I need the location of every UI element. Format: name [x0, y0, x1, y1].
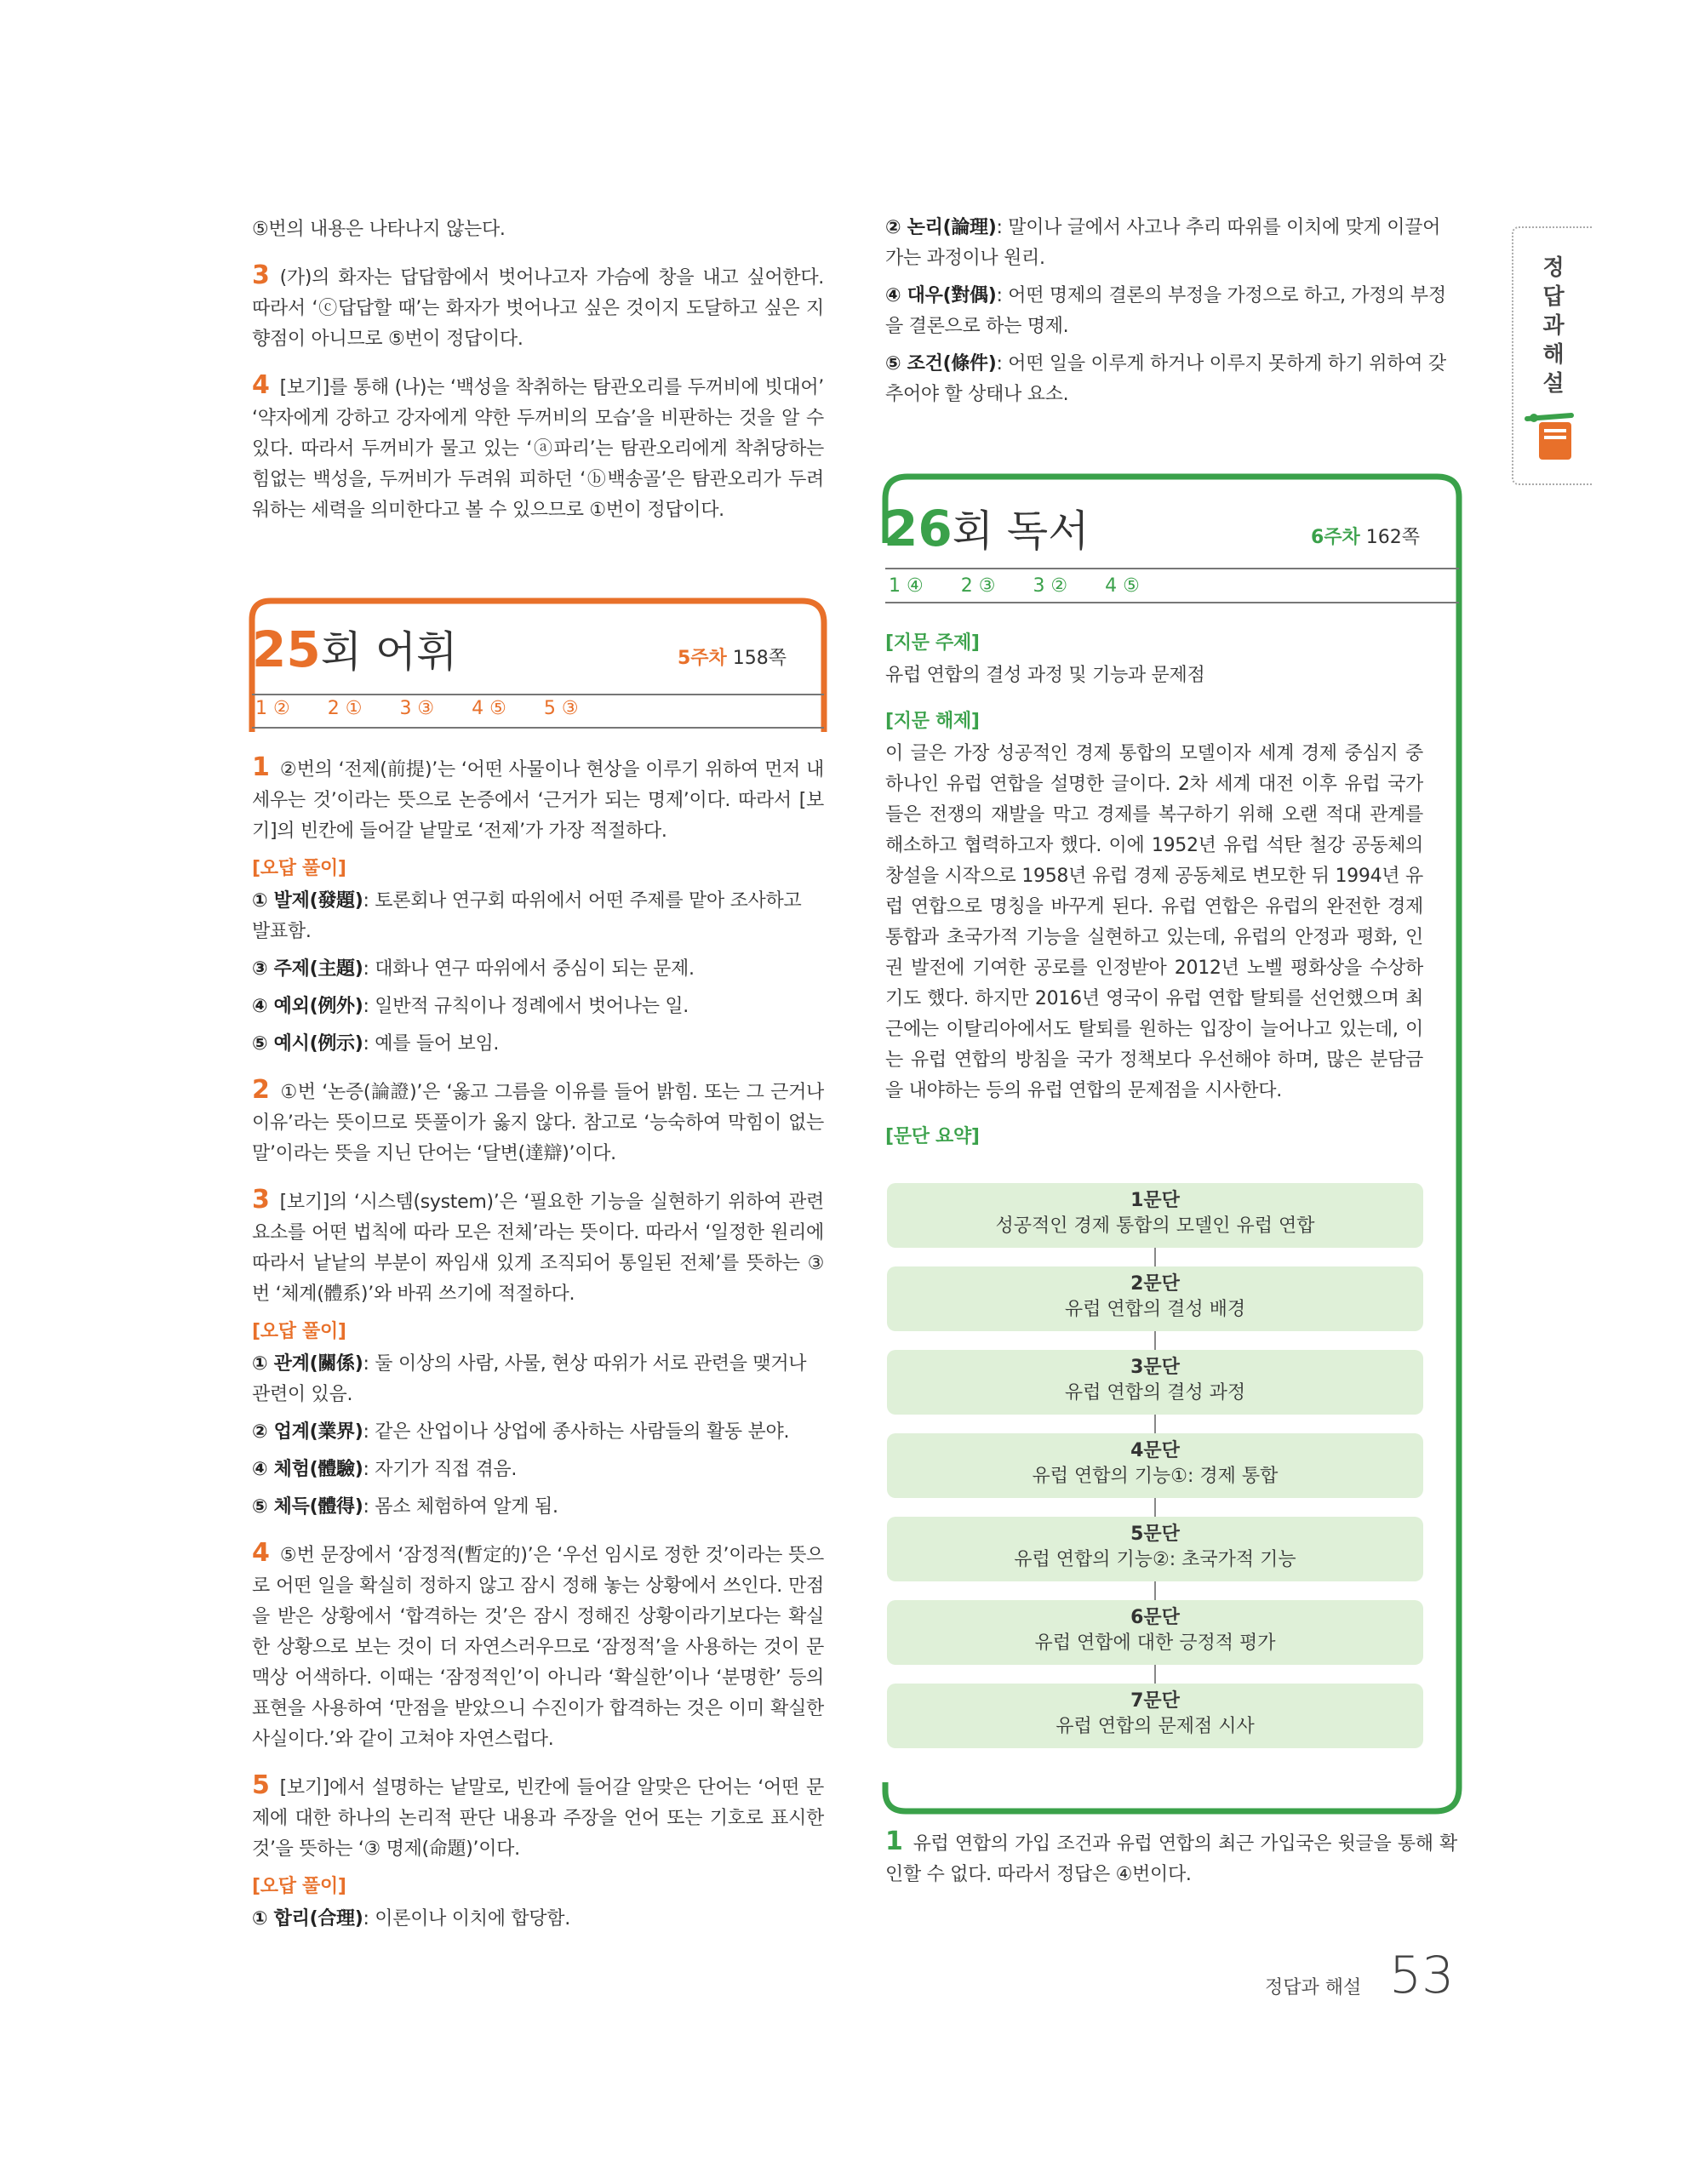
- vocab-item: ① 관계(關係): 둘 이상의 사람, 사물, 현상 따위가 서로 관련을 맺거나 관련이 있음.: [252, 1353, 807, 1405]
- page-ref: 162쪽: [1359, 527, 1421, 548]
- flow-box: 7문단 유럽 연합의 문제점 시사: [887, 1684, 1423, 1748]
- page-number: 53: [1389, 1946, 1455, 2005]
- footer-label: 정답과 해설: [1265, 1977, 1362, 1998]
- q-number: 4: [252, 1538, 270, 1568]
- prev-q3: [252, 260, 824, 355]
- sidebar-label: 정 답 과 해 설: [1542, 255, 1565, 397]
- flow-box: 2문단 유럽 연합의 결성 배경: [887, 1266, 1423, 1331]
- vocab-item: ⑤ 체득(體得): 몸소 체험하여 알게 됨.: [252, 1496, 558, 1518]
- flow-connector: [1154, 1331, 1156, 1350]
- q-text: [보기]의 ‘시스템(system)’은 ‘필요한 기능을 실현하기 위하여 관련 요소를 어떤 법칙에 따라 모은 전체’라는 뜻이다. 따라서 ‘일정한 원리에 따라서 낱낱의 부분이 짜임새 있게 조직되어 통일된 전체’를 뜻하는 ③번 ‘체계(體系)’와 바꿔 쓰기에 적절하다.: [252, 1192, 824, 1305]
- q-number: 5: [252, 1770, 270, 1800]
- wrong-answer-heading: [오답 풀이]: [252, 858, 346, 879]
- q-number: 3: [252, 260, 270, 290]
- vocab-item: ⑤ 예시(例示): 예를 들어 보임.: [252, 1033, 500, 1055]
- summary-heading: [문단 요약]: [885, 1126, 980, 1147]
- vocab-item: ④ 체험(體驗): 자기가 직접 겪음.: [252, 1459, 518, 1480]
- page-ref: 158쪽: [726, 648, 787, 669]
- answer-item: 4 ⑤: [472, 698, 506, 719]
- sec26-answers: [889, 575, 1177, 597]
- sec25-word: 회 어휘: [320, 627, 458, 677]
- left-intro: [252, 214, 824, 541]
- sec25-q1: [252, 752, 824, 847]
- intro-line: ⑤번의 내용은 나타나지 않는다.: [252, 219, 506, 240]
- right-top: [885, 213, 1457, 417]
- q-number: 3: [252, 1185, 270, 1215]
- vocab-item: ① 합리(合理): 이론이나 이치에 합당함.: [252, 1908, 570, 1930]
- q-text: ②번의 ‘전제(前提)’는 ‘어떤 사물이나 현상을 이루기 위하여 먼저 내세우는 것’이라는 뜻으로 논증에서 ‘근거가 되는 명제’이다. 따라서 [보기]의 빈칸에 들어갈 낱말로 ‘전제’가 가장 적절하다.: [252, 759, 824, 842]
- explain-text: 이 글은 가장 성공적인 경제 통합의 모델이자 세계 경제 중심지 중 하나인 유럽 연합을 설명한 글이다. 2차 세계 대전 이후 유럽 국가들은 전쟁의 재발을 막고 경제를 복구하기 위해 오랜 적대 관계를 해소하고 협력하고자 했다. 이에 1952년 유럽 석탄 철강 공동체의 창설을 시작으로 1958년 유럽 경제 공동체로 변모한 뒤 1994년 유럽 연합으로 명칭을 바꾸게 된다. 유럽 연합은 유럽의 완전한 경제 통합과 초국가적 기능을 실현하고 있는데, 유럽의 안정과 평화, 인권 발전에 기여한 공로를 인정받아 2012년 노벨 평화상을 수상하기도 했다. 하지만 2016년 영국이 유럽 연합 탈퇴를 선언했으며 최근에는 이탈리아에서도 탈퇴를 원하는 입장이 늘어나고 있는데, 이는 유럽 연합의 방침을 국가 정책보다 우선해야 하며, 많은 분담금을 내야하는 등의 유럽 연합의 문제점을 시사한다.: [885, 743, 1423, 1101]
- flow-connector: [1154, 1498, 1156, 1517]
- wrong-answer-heading: [오답 풀이]: [252, 1321, 346, 1342]
- sec25-q3: [252, 1185, 824, 1310]
- answer-item: 4 ⑤: [1105, 575, 1140, 597]
- explain-heading: [지문 해제]: [885, 711, 980, 732]
- flow-connector: [1154, 1665, 1156, 1684]
- sec26-week: [1311, 523, 1420, 549]
- week-label: 5주차: [678, 648, 727, 669]
- answer-item: 3 ③: [399, 698, 435, 719]
- sidebar-tab: [1512, 226, 1592, 485]
- wrong-answer-heading: [오답 풀이]: [252, 1876, 346, 1897]
- answer-item: 1 ④: [889, 575, 924, 597]
- vocab-item: ② 논리(論理): 말이나 글에서 사고나 추리 따위를 이치에 맞게 이끌어 가는 과정이나 원리.: [885, 217, 1441, 269]
- sec25-q5: [252, 1770, 824, 1865]
- answer-item: 2 ③: [960, 575, 996, 597]
- sec26-body: [885, 628, 1423, 1154]
- q-text: 유럽 연합의 가입 조건과 유럽 연합의 최근 가입국은 윗글을 통해 확인할 수 없다. 따라서 정답은 ④번이다.: [885, 1833, 1457, 1885]
- answer-item: 5 ③: [543, 698, 579, 719]
- q-text: [보기]에서 설명하는 낱말로, 빈칸에 들어갈 알맞은 단어는 ‘어떤 문제에 대한 하나의 논리적 판단 내용과 주장을 언어 또는 기호로 표시한 것’을 뜻하는 ‘③ 명제(命題)’이다.: [252, 1777, 824, 1860]
- sec25-title: [252, 620, 458, 692]
- vocab-item: ③ 주제(主題): 대화나 연구 따위에서 중심이 되는 문제.: [252, 958, 695, 980]
- flow-box: 5문단 유럽 연합의 기능②: 초국가적 기능: [887, 1517, 1423, 1581]
- sec26-word: 회 독서: [952, 506, 1090, 556]
- week-label: 6주차: [1311, 527, 1360, 548]
- q-text: ①번 ‘논증(論證)’은 ‘옳고 그름을 이유를 들어 밝힘. 또는 그 근거나 이유’라는 뜻이므로 뜻풀이가 옳지 않다. 참고로 ‘능숙하여 막힘이 없는 말’이라는 뜻을 지닌 단어는 ‘달변(達辯)’이다.: [252, 1082, 824, 1164]
- flow-connector: [1154, 1248, 1156, 1266]
- vocab-item: ④ 예외(例外): 일반적 규칙이나 정례에서 벗어나는 일.: [252, 996, 689, 1017]
- flow-box: 3문단 유럽 연합의 결성 과정: [887, 1350, 1423, 1415]
- sec26-q1: [885, 1827, 1457, 1906]
- answer-item: 2 ①: [327, 698, 363, 719]
- vocab-item: ④ 대우(對偶): 어떤 명제의 결론의 부정을 가정으로 하고, 가정의 부정을 결론으로 하는 명제.: [885, 285, 1446, 337]
- sec25-answers: [255, 698, 616, 719]
- flow-box: 4문단 유럽 연합의 기능①: 경제 통합: [887, 1433, 1423, 1498]
- prev-q4: [252, 370, 824, 526]
- q-number: 4: [252, 370, 270, 400]
- q-text: ⑤번 문장에서 ‘잠정적(暫定的)’은 ‘우선 임시로 정한 것’이라는 뜻으로 어떤 일을 확실히 정하지 않고 잠시 정해 놓는 상황에서 쓰인다. 만점을 받은 상황에서 ‘합격하는 것’은 잠시 정해진 상황이라기보다는 확실한 상황으로 보는 것이 더 자연스러우므로 ‘잠정적’을 사용하는 것이 문맥상 어색하다. 이때는 ‘잠정적인’이 아니라 ‘확실한’이나 ‘분명한’ 등의 표현을 사용하여 ‘만점을 받았으니 수진이가 합격하는 것은 이미 확실한 사실이다.’와 같이 고쳐야 자연스럽다.: [252, 1545, 824, 1750]
- sec25-week: [678, 643, 787, 670]
- sec26-title: [884, 499, 1090, 571]
- vocab-item: ② 업계(業界): 같은 산업이나 상업에 종사하는 사람들의 활동 분야.: [252, 1421, 790, 1443]
- sec25-q4: [252, 1538, 824, 1755]
- theme-text: 유럽 연합의 결성 과정 및 기능과 문제점: [885, 665, 1205, 686]
- sec25-number: 25: [252, 620, 321, 678]
- sec25-q2: [252, 1075, 824, 1169]
- q-text: (가)의 화자는 답답함에서 벗어나고자 가슴에 창을 내고 싶어한다. 따라서 ‘ⓒ답답할 때’는 화자가 벗어나고 싶은 것이지 도달하고 싶은 지향점이 아니므로 ⑤번이 정답이다.: [252, 267, 824, 350]
- sec26-number: 26: [884, 500, 953, 557]
- vocab-item: ⑤ 조건(條件): 어떤 일을 이루게 하거나 이루지 못하게 하기 위하여 갖추어야 할 상태나 요소.: [885, 353, 1446, 405]
- flow-connector: [1154, 1581, 1156, 1600]
- q-number: 1: [252, 752, 270, 782]
- theme-heading: [지문 주제]: [885, 632, 980, 654]
- flow-connector: [1154, 1415, 1156, 1433]
- q-number: 2: [252, 1075, 270, 1105]
- answer-item: 1 ②: [255, 698, 290, 719]
- q-number: 1: [885, 1827, 903, 1856]
- flow-box: 6문단 유럽 연합에 대한 긍정적 평가: [887, 1600, 1423, 1665]
- flow-box: 1문단 성공적인 경제 통합의 모델인 유럽 연합: [887, 1183, 1423, 1248]
- answer-item: 3 ②: [1033, 575, 1068, 597]
- sec25-body: [252, 752, 824, 1941]
- vocab-item: ① 발제(發題): 토론회나 연구회 따위에서 어떤 주제를 맡아 조사하고 발표함.: [252, 890, 802, 942]
- q-text: [보기]를 통해 (나)는 ‘백성을 착취하는 탐관오리를 두꺼비에 빗대어’ ‘약자에게 강하고 강자에게 약한 두꺼비의 모습’을 비판하는 것을 알 수 있다. 따라서 두꺼비가 물고 있는 ‘ⓐ파리’는 탐관오리에게 착취당하는 힘없는 백성을, 두꺼비가 두려워 피하던 ‘ⓑ백송골’은 탐관오리가 두려워하는 세력을 의미한다고 볼 수 있으므로 ①번이 정답이다.: [252, 377, 824, 521]
- book-pen-icon: [1522, 407, 1582, 466]
